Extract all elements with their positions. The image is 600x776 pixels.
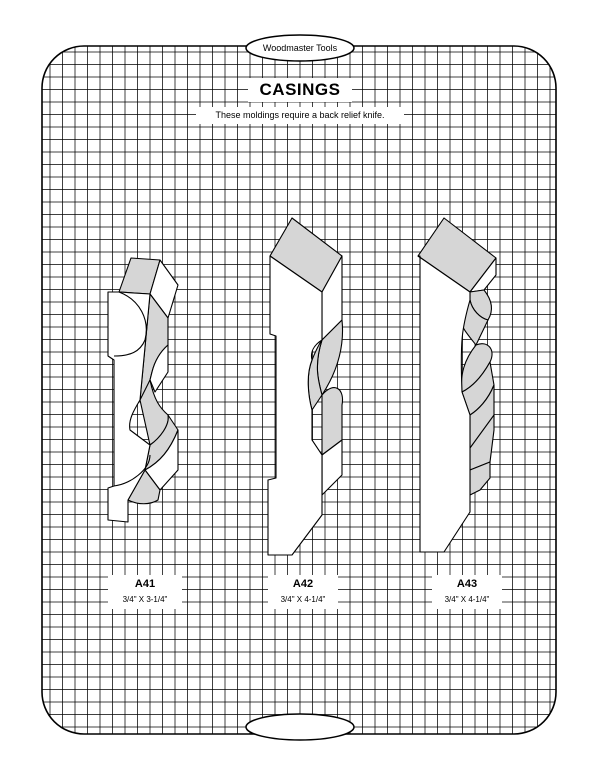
brand-label: Woodmaster Tools [262,43,338,53]
molding-a41-drawing [108,258,178,522]
molding-a42-drawing [268,218,343,555]
footer-oval [246,714,354,740]
page-title: CASINGS [250,79,350,101]
molding-a42-size: 3/4" X 4-1/4" [268,594,338,605]
molding-a41-size: 3/4" X 3-1/4" [108,594,182,605]
molding-a43-size: 3/4" X 4-1/4" [432,594,502,605]
molding-a42-code: A42 [268,578,338,591]
molding-a41-code: A41 [108,578,182,591]
page-subtitle: These moldings require a back relief knife. [198,108,402,122]
molding-a43-code: A43 [432,578,502,591]
